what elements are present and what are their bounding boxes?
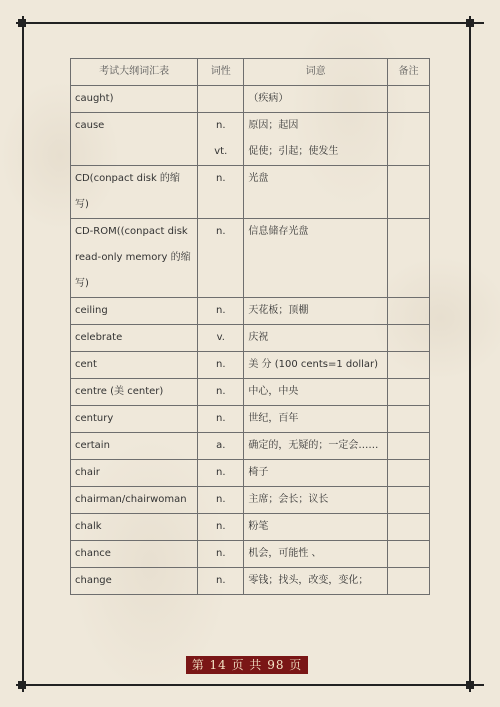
note-cell — [387, 113, 429, 166]
word-cell: certain — [71, 433, 198, 460]
frame-top-line — [16, 22, 484, 24]
meaning-text: 信息储存光盘 — [248, 226, 309, 237]
word-cell: centre (美 center) — [71, 379, 198, 406]
pos-cell — [198, 514, 244, 541]
meaning-cell — [244, 460, 388, 487]
meaning-cell — [244, 219, 388, 298]
table-row — [71, 113, 430, 166]
pos-cell — [198, 568, 244, 595]
meaning-text: 天花板；顶棚 — [248, 305, 309, 316]
page-number-badge: 第 14 页 共 98 页 — [186, 656, 308, 674]
header-word: 考试大纲词汇表 — [71, 59, 198, 86]
meaning-cell — [244, 514, 388, 541]
meaning-text: 中心，中央 — [248, 386, 299, 397]
pos-cell — [198, 460, 244, 487]
pos-text: n. — [216, 226, 226, 237]
table-row — [71, 460, 430, 487]
frame-bottom-line — [16, 684, 484, 686]
word-cell: century — [71, 406, 198, 433]
pos-cell — [198, 487, 244, 514]
table-row — [71, 433, 430, 460]
table-row — [71, 379, 430, 406]
pos-cell — [198, 219, 244, 298]
meaning-text: 世纪，百年 — [248, 413, 299, 424]
note-cell — [387, 379, 429, 406]
pos-text: n. — [216, 548, 226, 559]
meaning-cell — [244, 406, 388, 433]
table-row — [71, 352, 430, 379]
header-meaning: 词意 — [244, 59, 388, 86]
note-cell — [387, 406, 429, 433]
pos-text: n. — [216, 575, 226, 586]
pos-text: n. — [216, 359, 226, 370]
meaning-cell — [244, 113, 388, 166]
pos-text: vt. — [214, 146, 228, 157]
pos-text: v. — [216, 332, 225, 343]
meaning-cell — [244, 487, 388, 514]
meaning-cell — [244, 325, 388, 352]
frame-corner-top-left — [18, 19, 26, 27]
word-cell: cent — [71, 352, 198, 379]
word-cell: chance — [71, 541, 198, 568]
meaning-cell — [244, 379, 388, 406]
note-cell — [387, 352, 429, 379]
meaning-cell — [244, 86, 388, 113]
meaning-text: 机会，可能性 、 — [248, 548, 322, 559]
header-note: 备注 — [387, 59, 429, 86]
table-row — [71, 487, 430, 514]
note-cell — [387, 433, 429, 460]
table-row — [71, 325, 430, 352]
frame-right-line — [469, 16, 471, 692]
table-row — [71, 568, 430, 595]
note-cell — [387, 541, 429, 568]
frame-left-line — [22, 16, 24, 692]
word-cell: CD(conpact disk 的缩写) — [71, 166, 198, 219]
meaning-text: 主席；会长；议长 — [248, 494, 329, 505]
pos-cell — [198, 113, 244, 166]
table-header-row — [71, 59, 430, 86]
note-cell — [387, 325, 429, 352]
word-cell: change — [71, 568, 198, 595]
meaning-cell — [244, 166, 388, 219]
meaning-text: 确定的，无疑的；一定会…… — [248, 440, 379, 451]
note-cell — [387, 514, 429, 541]
meaning-text: 粉笔 — [248, 521, 269, 532]
meaning-cell — [244, 433, 388, 460]
meaning-text: 促使；引起；使发生 — [248, 146, 339, 157]
meaning-cell — [244, 352, 388, 379]
pos-text: n. — [216, 173, 226, 184]
frame-corner-top-right — [466, 19, 474, 27]
word-cell: chalk — [71, 514, 198, 541]
pos-cell — [198, 406, 244, 433]
word-cell: ceiling — [71, 298, 198, 325]
meaning-cell — [244, 541, 388, 568]
meaning-text: 椅子 — [248, 467, 269, 478]
word-cell: chair — [71, 460, 198, 487]
word-cell: CD-ROM((conpact disk read-only memory 的缩写) — [71, 219, 198, 298]
meaning-text: 光盘 — [248, 173, 269, 184]
table-row — [71, 541, 430, 568]
note-cell — [387, 166, 429, 219]
table-body — [71, 86, 430, 595]
pos-text: n. — [216, 467, 226, 478]
pos-text: n. — [216, 494, 226, 505]
word-cell: celebrate — [71, 325, 198, 352]
pos-cell — [198, 352, 244, 379]
meaning-text: 零钱；找头，改变，变化； — [248, 575, 369, 586]
meaning-text: （疾病） — [248, 93, 289, 104]
note-cell — [387, 86, 429, 113]
word-cell: chairman/chairwoman — [71, 487, 198, 514]
note-cell — [387, 219, 429, 298]
pos-text: n. — [216, 386, 226, 397]
pos-text: n. — [216, 120, 226, 131]
pos-cell — [198, 298, 244, 325]
pos-text: n. — [216, 413, 226, 424]
pos-cell — [198, 325, 244, 352]
pos-text: a. — [216, 440, 226, 451]
note-cell — [387, 460, 429, 487]
meaning-text: 原因；起因 — [248, 120, 299, 131]
note-cell — [387, 298, 429, 325]
table-row — [71, 514, 430, 541]
header-pos: 词性 — [198, 59, 244, 86]
word-cell: cause — [71, 113, 198, 166]
pos-cell — [198, 166, 244, 219]
table-row — [71, 298, 430, 325]
table-row — [71, 166, 430, 219]
pos-text: n. — [216, 521, 226, 532]
meaning-text: 庆祝 — [248, 332, 269, 343]
table-row — [71, 86, 430, 113]
note-cell — [387, 568, 429, 595]
table-row — [71, 406, 430, 433]
pos-cell — [198, 379, 244, 406]
pos-cell — [198, 86, 244, 113]
vocabulary-table — [70, 58, 430, 595]
pos-cell — [198, 433, 244, 460]
note-cell — [387, 487, 429, 514]
frame-corner-bottom-left — [18, 681, 26, 689]
meaning-cell — [244, 298, 388, 325]
frame-corner-bottom-right — [466, 681, 474, 689]
meaning-text: 美 分 (100 cents=1 dollar) — [248, 359, 379, 370]
word-cell: caught) — [71, 86, 198, 113]
meaning-cell — [244, 568, 388, 595]
table-row — [71, 219, 430, 298]
pos-text: n. — [216, 305, 226, 316]
pos-cell — [198, 541, 244, 568]
